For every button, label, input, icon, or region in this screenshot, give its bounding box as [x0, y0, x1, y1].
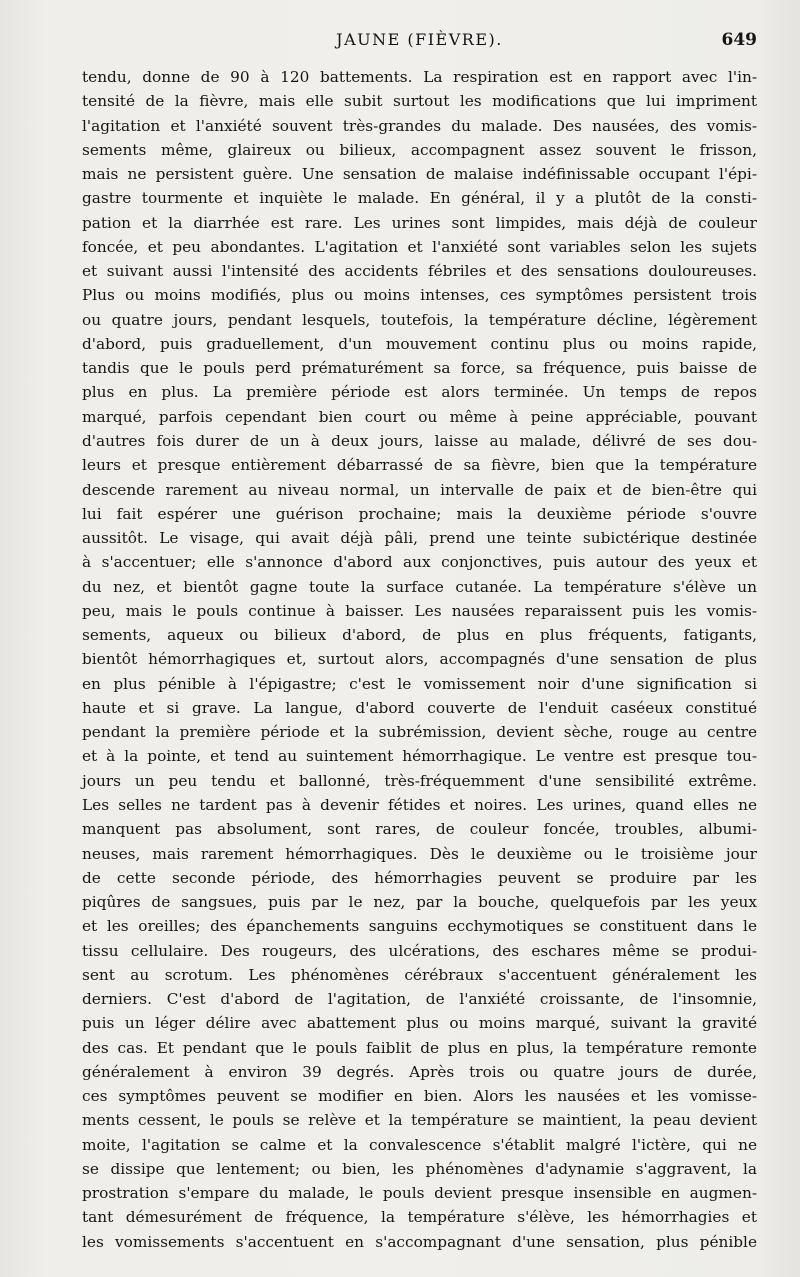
text-line: leurs et presque entièrement débarrassé de sa fièvre, bien que la température [82, 456, 757, 475]
text-line: prostration s'empare du malade, le pouls devient presque insensible en augmen- [82, 1184, 757, 1203]
text-line: ou quatre jours, pendant lesquels, toutefois, la température décline, légèrement [82, 310, 757, 329]
text-line: tendu, donne de 90 à 120 battements. La respiration est en rapport avec l'in- [82, 68, 757, 86]
text-line: d'autres fois durer de un à deux jours, laisse au malade, délivré de ses dou- [82, 431, 757, 450]
text-line: Les selles ne tardent pas à devenir fétides et noires. Les urines, quand elles ne [82, 795, 757, 814]
text-line: pation et la diarrhée est rare. Les urines sont limpides, mais déjà de couleur [82, 213, 757, 232]
text-line: tandis que le pouls perd prématurément sa force, sa fréquence, puis baisse de [82, 359, 757, 378]
text-line: neuses, mais rarement hémorrhagiques. Dès le deuxième ou le troisième jour [82, 844, 757, 863]
text-line: tant démesurément de fréquence, la température s'élève, les hémorrhagies et [82, 1208, 757, 1227]
text-line: mais ne persistent guère. Une sensation de malaise indéfinissable occupant l'épi- [82, 165, 757, 184]
text-line: ces symptômes peuvent se modifier en bien. Alors les nausées et les vomisse- [82, 1087, 757, 1106]
text-line: marqué, parfois cependant bien court ou même à peine appréciable, pouvant [82, 407, 757, 426]
text-line: jours un peu tendu et ballonné, très-fréquemment d'une sensibilité extrême. [82, 771, 757, 790]
text-line: lui fait espérer une guérison prochaine; mais la deuxième période s'ouvre [82, 504, 757, 523]
text-line: et à la pointe, et tend au suintement hémorrhagique. Le ventre est presque tou- [82, 747, 757, 766]
text-line: aussitôt. Le visage, qui avait déjà pâli, prend une teinte subictérique destinée [82, 529, 757, 548]
text-line: sements même, glaireux ou bilieux, accompagnent assez souvent le frisson, [82, 140, 757, 159]
running-title: JAUNE (FIÈVRE). [336, 30, 503, 49]
text-line: peu, mais le pouls continue à baisser. Les nausées reparaissent puis les vomis- [82, 601, 757, 620]
body-text [82, 65, 757, 1254]
text-line: bientôt hémorrhagiques et, surtout alors, accompagnés d'une sensation de plus [82, 650, 757, 669]
text-line: Plus ou moins modifiés, plus ou moins intenses, ces symptômes persistent trois [82, 286, 757, 305]
text-line: de cette seconde période, des hémorrhagies peuvent se produire par les [82, 868, 757, 887]
text-line: derniers. C'est d'abord de l'agitation, de l'anxiété croissante, de l'insomnie, [82, 990, 757, 1009]
text-line: manquent pas absolument, sont rares, de couleur foncée, troubles, albumi- [82, 820, 757, 839]
text-line: du nez, et bientôt gagne toute la surface cutanée. La température s'élève un [82, 577, 757, 596]
text-line: et suivant aussi l'intensité des accidents fébriles et des sensations douloureuses. [82, 262, 757, 281]
text-line: piqûres de sangsues, puis par le nez, par la bouche, quelquefois par les yeux [82, 893, 757, 912]
text-line: tensité de la fièvre, mais elle subit surtout les modifications que lui impriment [82, 92, 757, 111]
text-line: des cas. Et pendant que le pouls faiblit de plus en plus, la température remonte [82, 1038, 757, 1057]
text-line: d'abord, puis graduellement, d'un mouvement continu plus ou moins rapide, [82, 334, 757, 353]
text-line: généralement à environ 39 degrés. Après trois ou quatre jours de durée, [82, 1062, 757, 1081]
text-line: plus en plus. La première période est alors terminée. Un temps de repos [82, 383, 757, 402]
text-line: pendant la première période et la subrémission, devient sèche, rouge au centre [82, 723, 757, 742]
page-number: 649 [721, 30, 757, 50]
text-line: tissu cellulaire. Des rougeurs, des ulcérations, des eschares même se produi- [82, 941, 757, 960]
text-line: à s'accentuer; elle s'annonce d'abord aux conjonctives, puis autour des yeux et [82, 553, 757, 572]
running-head [82, 30, 757, 58]
text-line: gastre tourmente et inquiète le malade. En général, il y a plutôt de la consti- [82, 189, 757, 208]
text-line: sements, aqueux ou bilieux d'abord, de plus en plus fréquents, fatigants, [82, 626, 757, 645]
text-line: moite, l'agitation se calme et la convalescence s'établit malgré l'ictère, qui ne [82, 1135, 757, 1154]
text-line: en plus pénible à l'épigastre; c'est le vomissement noir d'une signification si [82, 674, 757, 693]
text-line: foncée, et peu abondantes. L'agitation et l'anxiété sont variables selon les sujets [82, 237, 757, 256]
text-line: sent au scrotum. Les phénomènes cérébraux s'accentuent généralement les [82, 965, 757, 984]
text-line: les vomissements s'accentuent en s'accompagnant d'une sensation, plus pénible [82, 1232, 757, 1251]
text-line: et les oreilles; des épanchements sanguins ecchymotiques se constituent dans le [82, 917, 757, 936]
text-line: se dissipe que lentement; ou bien, les phénomènes d'adynamie s'aggravent, la [82, 1159, 757, 1178]
text-line: haute et si grave. La langue, d'abord couverte de l'enduit caséeux constitué [82, 698, 757, 717]
text-line: puis un léger délire avec abattement plus ou moins marqué, suivant la gravité [82, 1014, 757, 1033]
text-line: ments cessent, le pouls se relève et la température se maintient, la peau devient [82, 1111, 757, 1130]
text-line: descende rarement au niveau normal, un intervalle de paix et de bien-être qui [82, 480, 757, 499]
text-line: l'agitation et l'anxiété souvent très-grandes du malade. Des nausées, des vomis- [82, 116, 757, 135]
